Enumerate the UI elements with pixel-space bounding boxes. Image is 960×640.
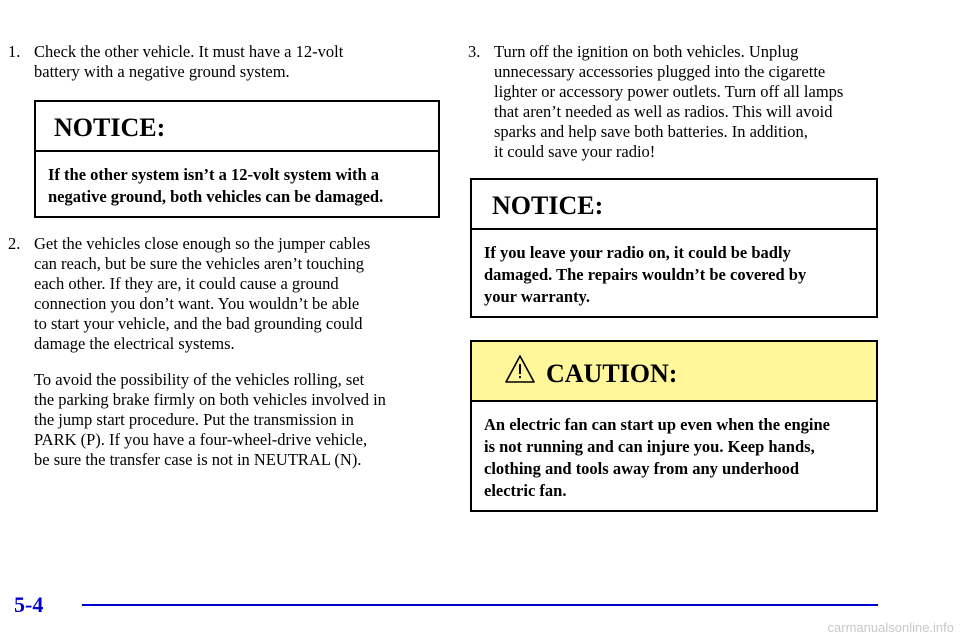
step-1 [8, 42, 448, 86]
notice-body [48, 164, 383, 208]
step-number: 2. [8, 234, 21, 253]
text-line: If the other system isn’t a 12-volt system with a [48, 165, 380, 184]
text-line: electric fan. [484, 481, 567, 500]
step-text [34, 42, 343, 82]
text-line: sparks and help save both batteries. In addition, [494, 122, 808, 141]
notice-box [470, 178, 878, 318]
footer-divider [82, 604, 878, 606]
watermark: carmanualsonline.info [827, 620, 954, 635]
text-line: connection you don’t want. You wouldn’t be able [34, 294, 360, 313]
text-line: to start your vehicle, and the bad grounding could [34, 314, 363, 333]
text-line: PARK (P). If you have a four-wheel-drive vehicle, [34, 430, 368, 449]
page-number: 5-4 [14, 592, 44, 617]
text-line: is not running and can injure you. Keep hands, [484, 437, 815, 456]
warning-triangle-icon [504, 354, 536, 384]
step-text [34, 234, 370, 354]
text-line: battery with a negative ground system. [34, 62, 290, 81]
text-line: your warranty. [484, 287, 591, 306]
text-line: clothing and tools away from any underhood [484, 459, 800, 478]
step-2 [8, 234, 448, 358]
text-line: If you leave your radio on, it could be badly [484, 243, 791, 262]
text-line: damage the electrical systems. [34, 334, 235, 353]
notice-header [36, 102, 438, 152]
notice-title: NOTICE: [492, 191, 604, 220]
text-line: Turn off the ignition on both vehicles. Unplug [494, 42, 799, 61]
text-line: Get the vehicles close enough so the jumper cables [34, 234, 371, 253]
text-line: damaged. The repairs wouldn’t be covered by [484, 265, 807, 284]
text-line: the parking brake firmly on both vehicles involved in [34, 390, 386, 409]
text-line: be sure the transfer case is not in NEUTRAL (N). [34, 450, 362, 469]
text-line: An electric fan can start up even when the engine [484, 415, 831, 434]
text-line: it could save your radio! [494, 142, 656, 161]
step-3 [468, 42, 908, 166]
notice-box [34, 100, 440, 218]
text-line: Check the other vehicle. It must have a 12-volt [34, 42, 344, 61]
caution-title: CAUTION: [546, 359, 678, 388]
text-line: the jump start procedure. Put the transmission in [34, 410, 354, 429]
caution-box [470, 340, 878, 512]
text-line: each other. If they are, it could cause a ground [34, 274, 339, 293]
text-line: To avoid the possibility of the vehicles rolling, set [34, 370, 365, 389]
text-line: negative ground, both vehicles can be damaged. [48, 187, 384, 206]
body-paragraph [34, 370, 444, 470]
step-number: 3. [468, 42, 481, 61]
notice-header [472, 180, 876, 230]
caution-header [472, 342, 876, 402]
text-line: that aren’t needed as well as radios. This will avoid [494, 102, 833, 121]
text-line: can reach, but be sure the vehicles aren’t touching [34, 254, 365, 273]
text-line: lighter or accessory power outlets. Turn off all lamps [494, 82, 844, 101]
step-text [494, 42, 843, 162]
text-line: unnecessary accessories plugged into the cigarette [494, 62, 826, 81]
notice-title: NOTICE: [54, 113, 166, 142]
notice-body [484, 242, 806, 308]
caution-body [484, 414, 830, 502]
step-number: 1. [8, 42, 21, 61]
